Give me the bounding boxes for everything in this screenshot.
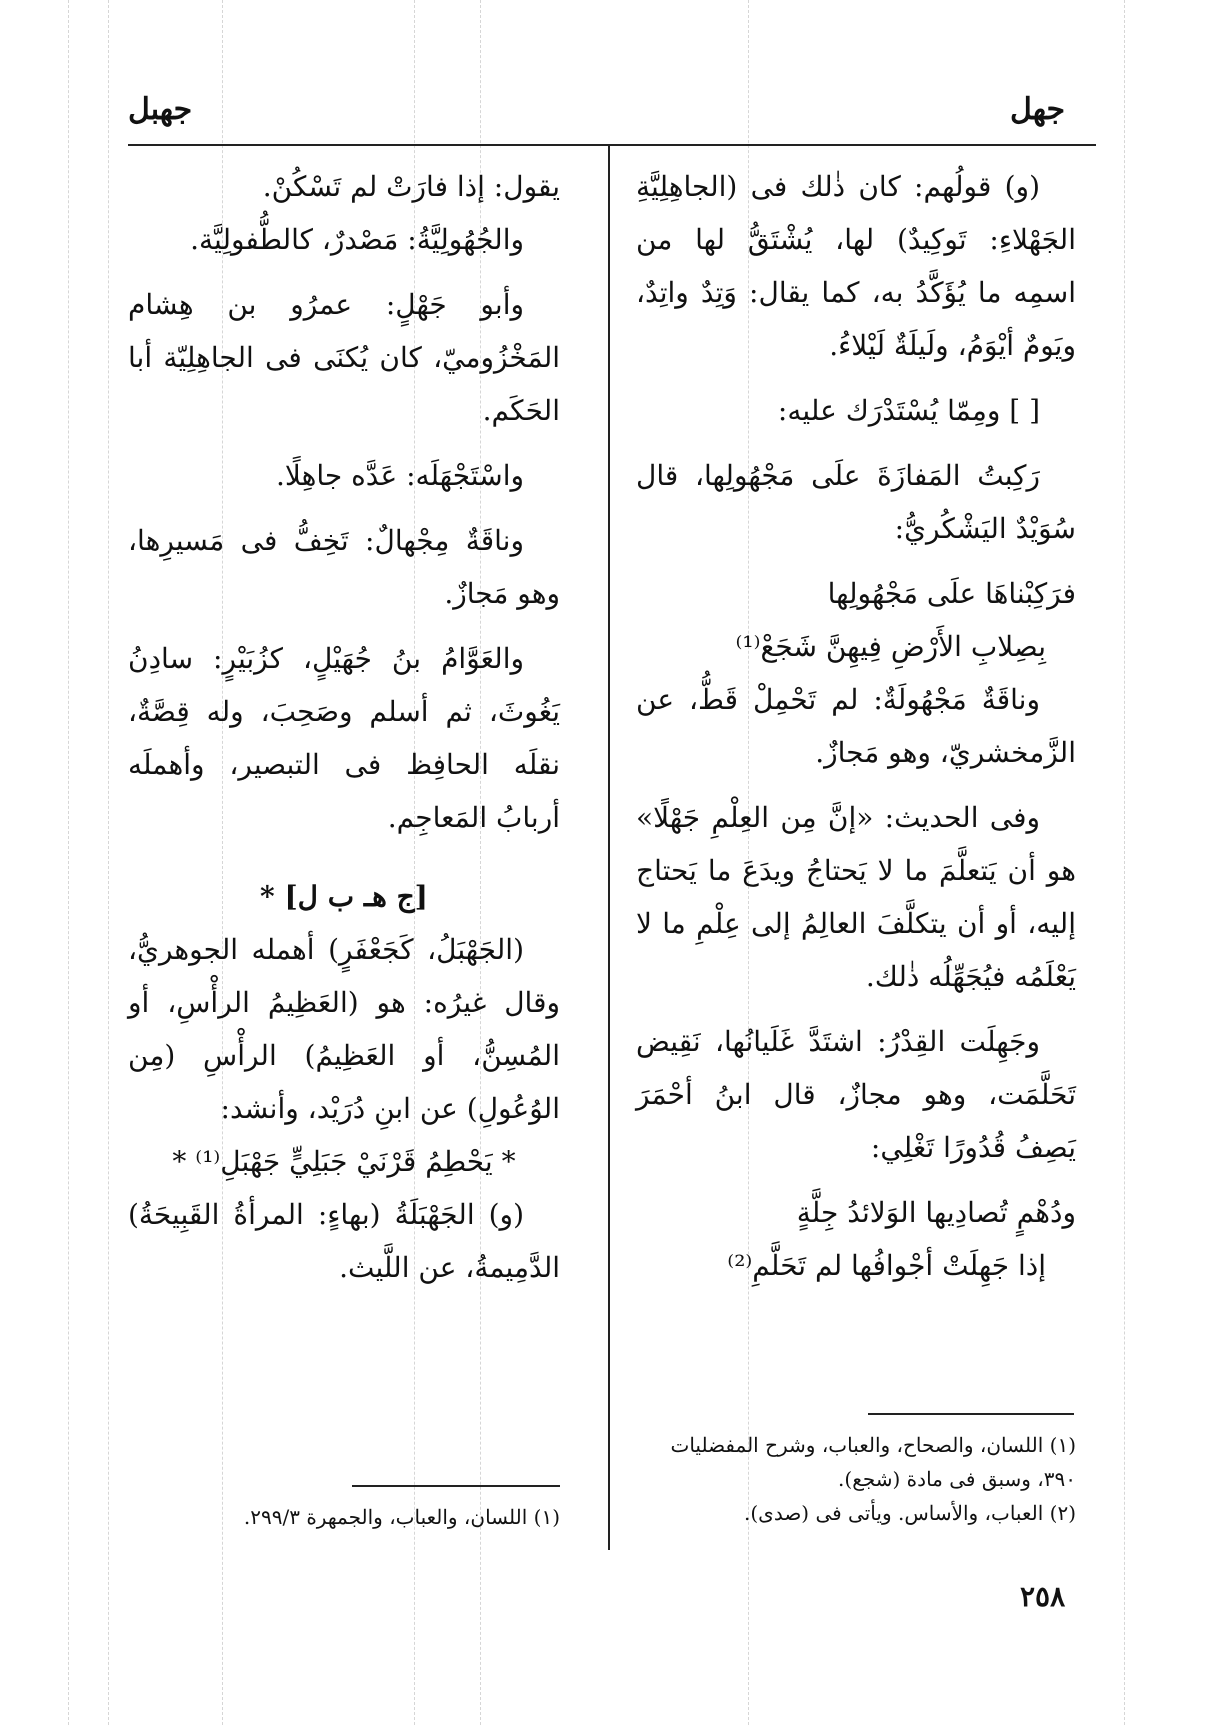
paragraph: (و) قولُهم: كان ذٰلك فى (الجاهِلِيَّةِ الجَهْلاءِ: تَوكِيدٌ) لها، يُشْتَقُّ لها من اسمِه ما يُؤَكَّدُ به، كما يقال: وَتِدٌ واتِدٌ، ويَومٌ أيْوَمُ، ولَيلَةٌ لَيْلاءُ. xyxy=(636,170,1076,362)
page-number: ٢٥٨ xyxy=(1020,1580,1066,1613)
footnote-rule xyxy=(352,1485,560,1487)
footnote: (١) اللسان، والصحاح، والعباب، وشرح المفضليات ٣٩٠، وسبق فى مادة (شجع). xyxy=(670,1433,1076,1491)
paragraph: يقول: إذا فارَتْ لم تَسْكُنْ. xyxy=(262,170,560,203)
column-divider xyxy=(608,145,610,1550)
verse-line: فرَكِبْناهَا علَى مَجْهُولِها xyxy=(827,577,1076,610)
footnote-rule xyxy=(868,1413,1074,1415)
paragraph: واسْتَجْهَلَه: عَدَّه جاهِلًا. xyxy=(276,459,524,492)
paragraph: والعَوَّامُ بنُ جُهَيْلٍ، كزُبَيْرٍ: سادِنُ يَغُوثَ، ثم أسلم وصَحِبَ، وله قِصَّةٌ، نقلَه الحافِظ فى التبصير، وأهملَه أربابُ المَعاجِم. xyxy=(128,642,560,834)
paragraph: (الجَهْبَلُ، كَجَعْفَرٍ) أهمله الجوهريُّ، وقال غيرُه: هو (العَظِيمُ الرأْسِ، أو المُسِنُّ، أو العَظِيمُ) الرأْسِ (مِن الوُعُولِ) عن ابنِ دُرَيْد، وأنشد: xyxy=(128,933,560,1125)
paragraph: والجُهُولِيَّةُ: مَصْدرٌ، كالطُّفولِيَّة. xyxy=(190,223,524,256)
paragraph: وأبو جَهْلٍ: عمرُو بن هِشام المَخْزُوميّ، كان يُكنَى فى الجاهِلِيّة أبا الحَكَم. xyxy=(128,288,560,427)
entry-heading: [ج هـ ب ل] * xyxy=(260,880,428,913)
scan-guide-line xyxy=(68,0,69,1725)
paragraph: وفى الحديث: «إنَّ مِن العِلْمِ جَهْلًا» هو أن يَتعلَّمَ ما لا يَحتاجُ ويدَعَ ما يَحتاج إليه، أو أن يتكلَّفَ العالِمُ إلى عِلْمِ ما لا يَعْلَمُه فيُجَهِّلُه ذٰلك. xyxy=(636,801,1076,993)
paragraph: رَكِبتُ المَفازَةَ علَى مَجْهُولِها، قال سُوَيْدٌ اليَشْكُريُّ: xyxy=(636,459,1076,545)
right-column xyxy=(636,160,1076,1292)
left-footnotes xyxy=(128,1500,560,1534)
paragraph: وناقَةٌ مَجْهُولَةٌ: لم تَحْمِلْ قَطُّ، عن الزَّمخشريّ، وهو مَجازٌ. xyxy=(636,683,1076,769)
verse-line: إذا جَهِلَتْ أجْوافُها لم تَحَلَّمِ⁽²⁾ xyxy=(727,1249,1046,1282)
running-header-right: جهل xyxy=(1010,92,1066,127)
paragraph: وناقَةٌ مِجْهالٌ: تَخِفُّ فى مَسيرِها، وهو مَجازٌ. xyxy=(128,524,560,610)
left-column xyxy=(128,160,560,1294)
scan-guide-line xyxy=(108,0,109,1725)
running-header-left: جهبل xyxy=(128,92,193,127)
paragraph: (و) الجَهْبَلَةُ (بهاءٍ: المرأةُ القَبِيحَةُ) الدَّمِيمةُ، عن اللَّيث. xyxy=(128,1198,560,1284)
footnote: (١) اللسان، والعباب، والجمهرة ٢٩٩/٣. xyxy=(243,1505,560,1529)
header-rule xyxy=(128,144,1096,146)
verse-line: ودُهْمٍ تُصادِيها الوَلائدُ جِلَّةٍ xyxy=(796,1196,1076,1229)
right-footnotes xyxy=(636,1428,1076,1530)
scan-guide-line xyxy=(1124,0,1125,1725)
verse-line: * يَحْطِمُ قَرْنَيْ جَبَلِيٍّ جَهْبَلِ⁽¹⁾ * xyxy=(172,1145,516,1178)
footnote: (٢) العباب، والأساس. ويأتى فى (صدى). xyxy=(744,1501,1076,1525)
paragraph: وجَهِلَت القِدْرُ: اشتَدَّ غَلَيانُها، نَقِيض تَحَلَّمَت، وهو مجازٌ، قال ابنُ أحْمَرَ يَصِفُ قُدُورًا تَغْلِي: xyxy=(636,1025,1076,1164)
verse-line: بِصِلابِ الأَرْضِ فِيهِنَّ شَجَعْ⁽¹⁾ xyxy=(735,630,1046,663)
paragraph: [ ] ومِمّا يُسْتَدْرَك عليه: xyxy=(777,394,1040,427)
